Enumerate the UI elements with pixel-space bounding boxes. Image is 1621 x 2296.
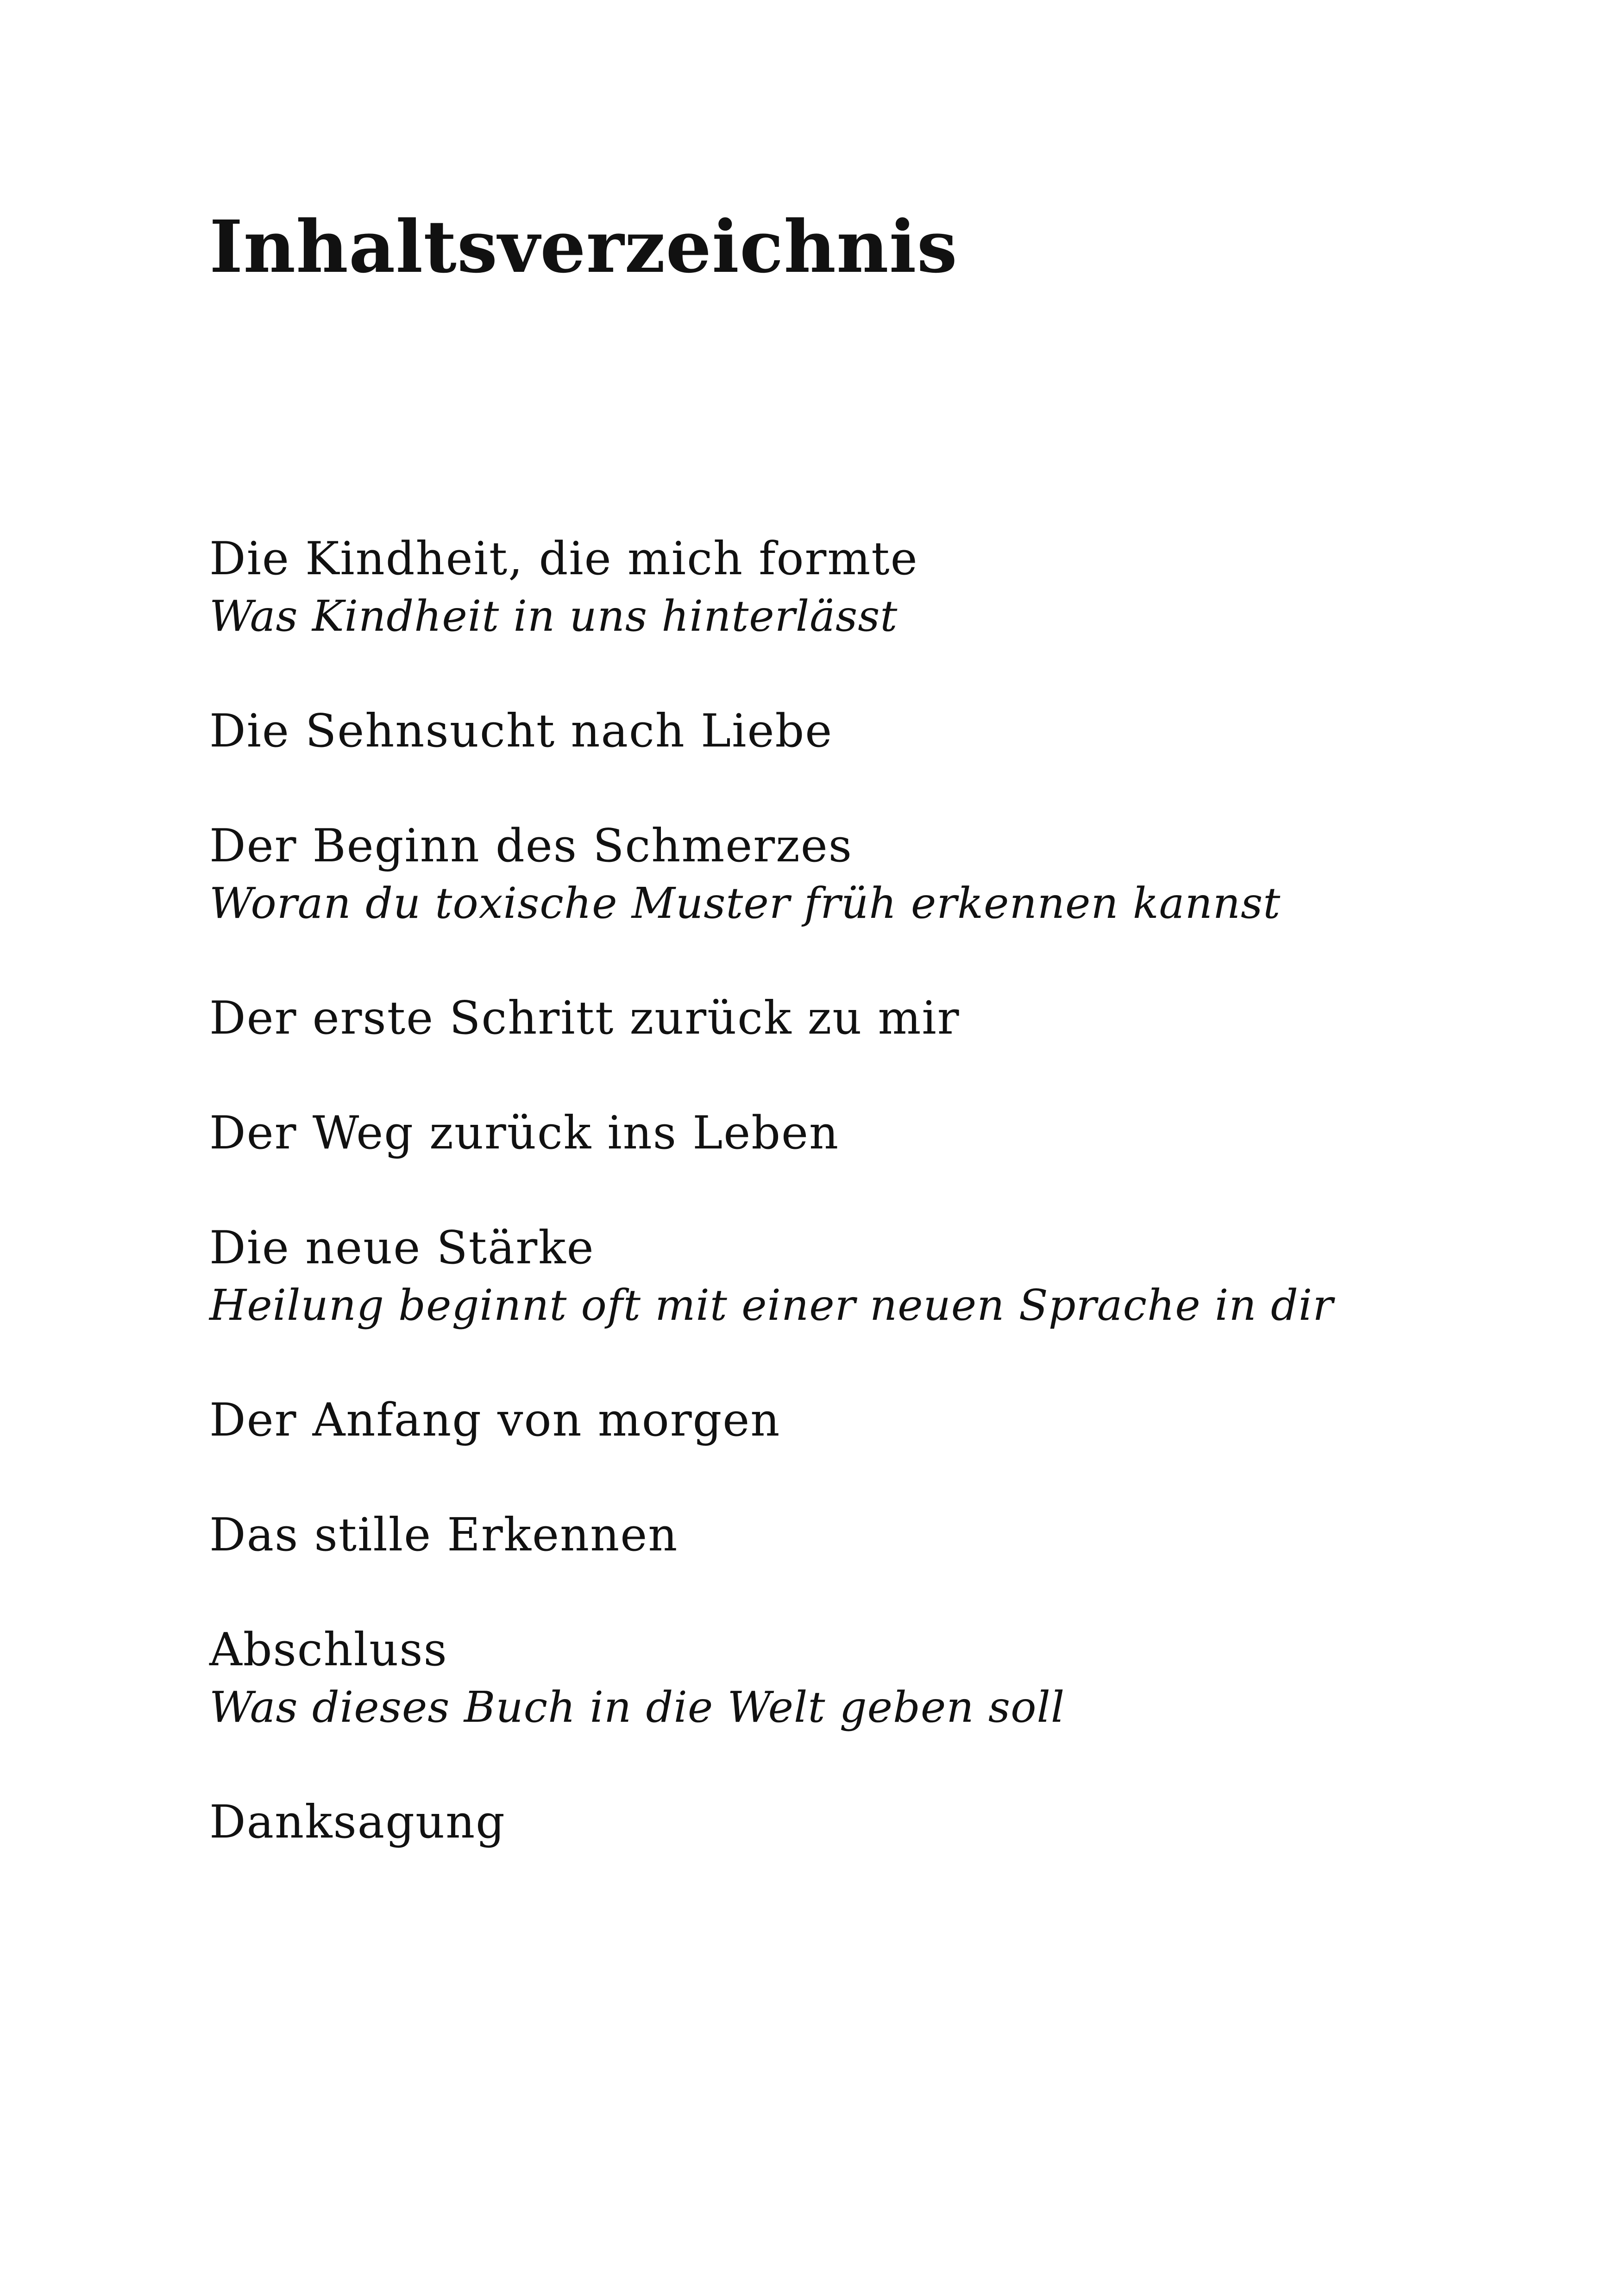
toc-entry-5 (209, 1104, 1460, 1162)
chapter-title: Das stille Erkennen (209, 1509, 679, 1562)
table-of-contents (209, 530, 1460, 1908)
chapter-title: Die Sehnsucht nach Liebe (209, 705, 833, 758)
toc-entry-9 (209, 1621, 1460, 1736)
toc-entry-8 (209, 1506, 1460, 1564)
toc-entry-6 (209, 1219, 1460, 1334)
chapter-subtitle: Was Kindheit in uns hinterlässt (209, 591, 898, 641)
chapter-title: Die neue Stärke (209, 1222, 595, 1274)
toc-entry-2 (209, 703, 1460, 760)
chapter-subtitle: Woran du toxische Muster früh erkennen kannst (209, 878, 1281, 928)
chapter-title: Abschluss (209, 1624, 448, 1676)
toc-entry-7 (209, 1392, 1460, 1449)
toc-entry-1 (209, 530, 1460, 645)
chapter-title: Der erste Schritt zurück zu mir (209, 992, 960, 1045)
chapter-title: Der Beginn des Schmerzes (209, 820, 853, 872)
toc-entry-10 (209, 1794, 1460, 1851)
chapter-title: Die Kindheit, die mich formte (209, 533, 918, 585)
chapter-title: Der Anfang von morgen (209, 1394, 781, 1447)
toc-entry-3 (209, 817, 1460, 932)
chapter-subtitle: Was dieses Buch in die Welt geben soll (209, 1682, 1065, 1732)
toc-entry-4 (209, 990, 1460, 1047)
chapter-subtitle: Heilung beginnt oft mit einer neuen Sprache in dir (209, 1280, 1334, 1330)
page-title: Inhaltsverzeichnis (209, 204, 958, 289)
chapter-title: Der Weg zurück ins Leben (209, 1107, 840, 1160)
chapter-title: Danksagung (209, 1796, 506, 1849)
